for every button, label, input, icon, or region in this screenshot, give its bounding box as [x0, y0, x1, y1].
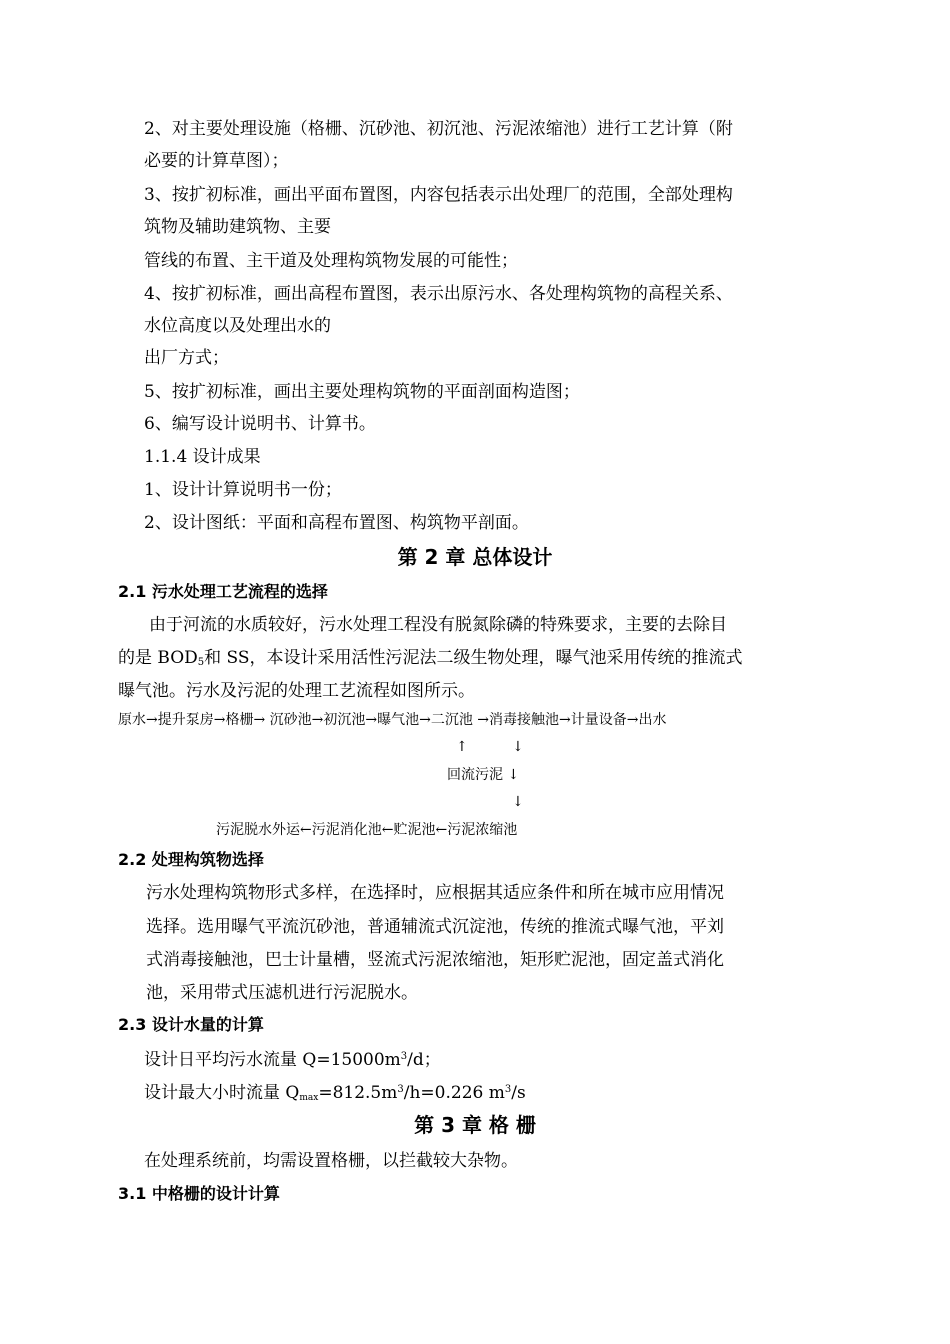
list-item: 出厂方式； [144, 348, 229, 368]
list-item: 必要的计算草图）； [144, 151, 289, 171]
down-arrow-icon: ↓ [512, 794, 524, 810]
section-2-3-title: 2.3 设计水量的计算 [118, 1015, 264, 1034]
paragraph-line: 由于河流的水质较好，污水处理工程没有脱氮除磷的特殊要求，主要的去除目 [149, 615, 727, 635]
max-flow-line: 设计最大小时流量 $Q_{max}=812.5m^3/h=0.226$ $m^3/s$ [144, 1083, 526, 1103]
paragraph-line: 选择。选用曝气平流沉砂池，普通辅流式沉淀池，传统的推流式曝气池，平刘 [146, 917, 724, 937]
paragraph-line: 的是 $BOD_5$和 SS，本设计采用活性污泥法二级生物处理，曝气池采用传统的推流式 [118, 648, 743, 668]
paragraph-line: 池，采用带式压滤机进行污泥脱水。 [146, 983, 418, 1003]
section-2-2-title: 2.2 处理构筑物选择 [118, 850, 264, 869]
chapter-3-title: 第 3 章 格 栅 [414, 1113, 536, 1137]
down-arrow-icon: ↓ [512, 739, 524, 755]
result-item: 2、设计图纸：平面和高程布置图、构筑物平剖面。 [144, 513, 529, 533]
down-arrow-icon: ↓ [507, 767, 520, 783]
paragraph-line: 污水处理构筑物形式多样，在选择时，应根据其适应条件和所在城市应用情况 [146, 883, 724, 903]
list-item: 水位高度以及处理出水的 [144, 316, 331, 336]
section-heading-1-1-4: 1.1.4 设计成果 [144, 447, 261, 467]
flow-sludge-line: 污泥脱水外运←污泥消化池←贮泥池←污泥浓缩池 [216, 822, 518, 838]
paragraph-line: 式消毒接触池，巴士计量槽，竖流式污泥浓缩池，矩形贮泥池，固定盖式消化 [146, 950, 724, 970]
result-item: 1、设计计算说明书一份； [144, 480, 342, 500]
flow-rate-line: 设计日平均污水流量 $Q=15000m^3/d$； [144, 1050, 441, 1070]
paragraph-line: 在处理系统前，均需设置格栅，以拦截较大杂物。 [144, 1151, 518, 1171]
paragraph-line: 曝气池。污水及污泥的处理工艺流程如图所示。 [118, 681, 475, 701]
chapter-2-title: 第 2 章 总体设计 [397, 545, 553, 569]
section-2-1-title: 2.1 污水处理工艺流程的选择 [118, 582, 328, 601]
flow-main-line: 原水→提升泵房→格栅→ 沉砂池→初沉池→曝气池→二沉池 →消毒接触池→计量设备→出水 [118, 712, 667, 728]
list-item: 4、按扩初标准，画出高程布置图，表示出原污水、各处理构筑物的高程关系、 [144, 284, 733, 304]
list-item: 筑物及辅助建筑物、主要 [144, 217, 331, 237]
list-item: 5、按扩初标准，画出主要处理构筑物的平面剖面构造图； [144, 382, 580, 402]
return-sludge-label: 回流污泥 ↓ [447, 767, 520, 783]
section-3-1-title: 3.1 中格栅的设计计算 [118, 1184, 280, 1203]
up-arrow-icon: ↑ [456, 739, 468, 755]
list-item: 6、编写设计说明书、计算书。 [144, 414, 376, 434]
list-item: 3、按扩初标准，画出平面布置图，内容包括表示出处理厂的范围，全部处理构 [144, 185, 733, 205]
list-item: 2、对主要处理设施（格栅、沉砂池、初沉池、污泥浓缩池）进行工艺计算（附 [144, 119, 733, 139]
list-item: 管线的布置、主干道及处理构筑物发展的可能性； [144, 251, 518, 271]
